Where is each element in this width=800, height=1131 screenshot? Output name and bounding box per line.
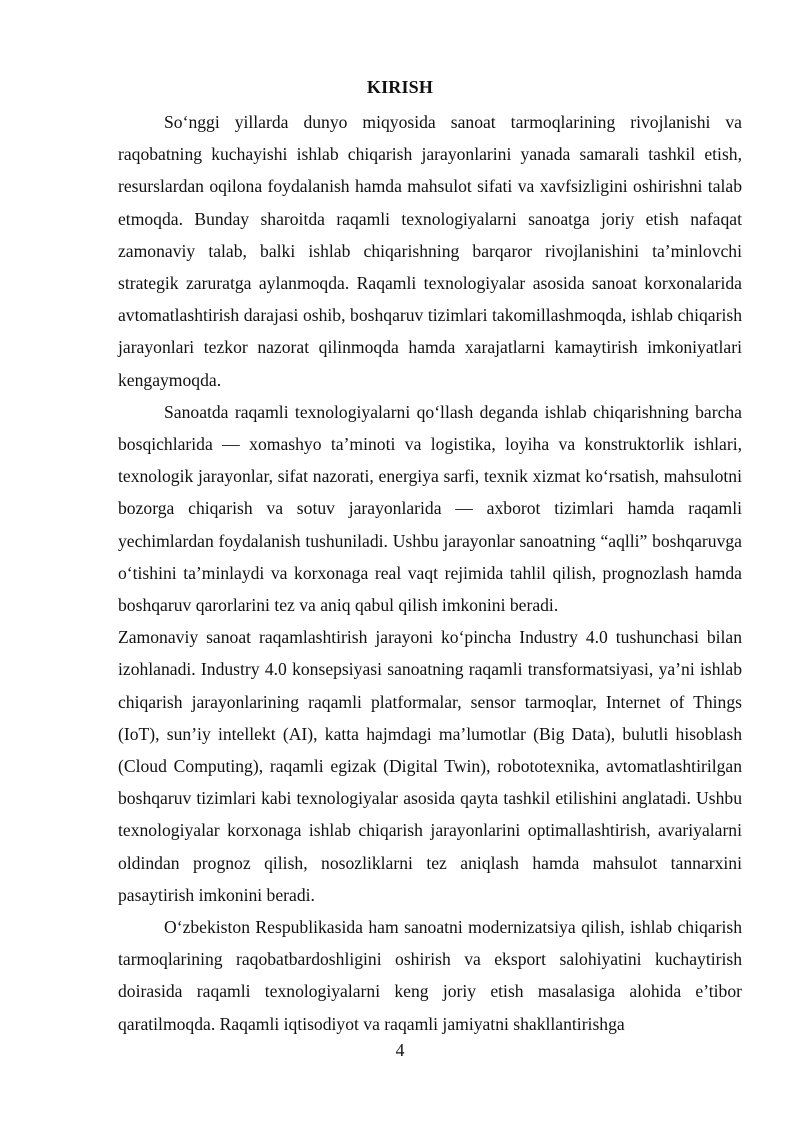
page-number: 4 (395, 1040, 405, 1060)
paragraph-4: O‘zbekiston Respublikasida ham sanoatni modernizatsiya qilish, ishlab chiqarish tarmoqlarining raqobatbardoshligini oshirish va eksport salohiyatini kuchaytirish doirasida raqamli texnologiyalarni keng joriy etish masalasiga alohida e’tibor qaratilmoqda. Raqamli iqtisodiyot va raqamli jamiyatni shakllantirishga (118, 917, 742, 1034)
body-text (118, 106, 742, 1040)
paragraph-3: Zamonaviy sanoat raqamlashtirish jarayoni ko‘pincha Industry 4.0 tushunchasi bilan izohlanadi. Industry 4.0 konsepsiyasi sanoatning raqamli transformatsiyasi, ya’ni ishlab chiqarish jarayonlarining raqamli platformalar, sensor tarmoqlar, Internet of Things (IoT), sun’iy intellekt (AI), katta hajmdagi ma’lumotlar (Big Data), bulutli hisoblash (Cloud Computing), raqamli egizak (Digital Twin), robototexnika, avtomatlashtirilgan boshqaruv tizimlari kabi texnologiyalar asosida qayta tashkil etilishini anglatadi. Ushbu texnologiyalar korxonaga ishlab chiqarish jarayonlarini optimallashtirish, avariyalarni oldindan prognoz qilish, nosozliklarni tez aniqlash hamda mahsulot tannarxini pasaytirish imkonini beradi. (118, 627, 742, 905)
paragraph-2: Sanoatda raqamli texnologiyalarni qo‘llash deganda ishlab chiqarishning barcha bosqichlarida — xomashyo ta’minoti va logistika, loyiha va konstruktorlik ishlari, texnologik jarayonlar, sifat nazorati, energiya sarfi, texnik xizmat ko‘rsatish, mahsulotni bozorga chiqarish va sotuv jarayonlarida — axborot tizimlari hamda raqamli yechimlardan foydalanish tushuniladi. Ushbu jarayonlar sanoatning “aqlli” boshqaruvga o‘tishini ta’minlaydi va korxonaga real vaqt rejimida tahlil qilish, prognozlash hamda boshqaruv qarorlarini tez va aniq qabul qilish imkonini beradi. (118, 401, 742, 616)
paragraph-1: So‘nggi yillarda dunyo miqyosida sanoat tarmoqlarining rivojlanishi va raqobatning kuchayishi ishlab chiqarish jarayonlarini yanada samarali tashkil etish, resurslardan oqilona foydalanish hamda mahsulot sifati va xavfsizligini oshirishni talab etmoqda. Bunday sharoitda raqamli texnologiyalarni sanoatga joriy etish nafaqat zamonaviy talab, balki ishlab chiqarishning barqaror rivojlanishini ta’minlovchi strategik zaruratga aylanmoqda. Raqamli texnologiyalar asosida sanoat korxonalarida avtomatlashtirish darajasi oshib, boshqaruv tizimlari takomillashmoqda, ishlab chiqarish jarayonlari tezkor nazorat qilinmoqda hamda xarajatlarni kamaytirish imkoniyatlari kengaymoqda. (118, 112, 742, 390)
section-heading: KIRISH (366, 77, 434, 97)
